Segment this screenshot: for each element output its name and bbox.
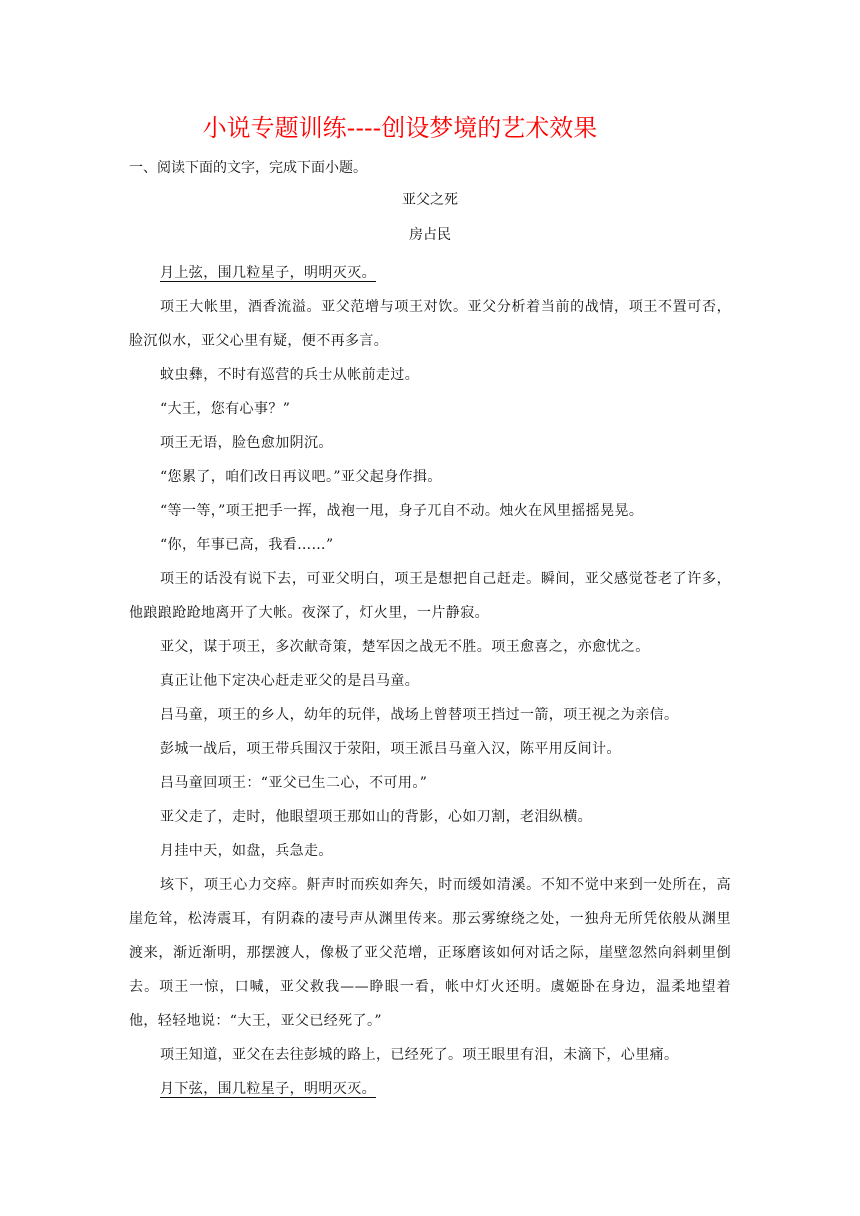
- paragraph: “等一等，”项王把手一挥，战袍一甩，身子兀自不动。烛火在风里摇摇晃晃。: [160, 503, 644, 519]
- underlined-text: 月下弦，围几粒星子，明明灭灭。: [160, 1081, 376, 1097]
- paragraph: 吕马童回项王：“亚父已生二心，不可用。”: [160, 775, 428, 791]
- paragraph: 蚊虫彝，不时有巡营的兵士从帐前走过。: [160, 367, 420, 383]
- paragraph: 亚父走了，走时，他眼望项王那如山的背影，心如刀割，老泪纵横。: [160, 809, 592, 825]
- paragraph: 彭城一战后，项王带兵围汉于荥阳，项王派吕马童入汉，陈平用反间计。: [160, 741, 621, 757]
- paragraph: “您累了，咱们改日再议吧。”亚父起身作揖。: [160, 469, 442, 485]
- paragraph: [129, 256, 731, 290]
- paragraph: 项王知道，亚父在去往彭城的路上，已经死了。项王眼里有泪，未滴下，心里痛。: [160, 1047, 679, 1063]
- paragraph: “你，年事已高，我看……”: [160, 537, 334, 553]
- paragraph: 亚父，谋于项王，多次献奇策，楚军因之战无不胜。项王愈喜之，亦愈忧之。: [160, 639, 650, 655]
- paragraph: 项王大帐里，酒香流溢。亚父范增与项王对饮。亚父分析着当前的战情，项王不置可否，脸沉似水，亚父心里有疑，便不再多言。: [129, 299, 731, 349]
- paragraph: 月挂中天，如盘，兵急走。: [160, 843, 333, 859]
- story-title: 亚父之死: [402, 192, 458, 208]
- document-title: 小说专题训练----创设梦境的艺术效果: [202, 114, 598, 142]
- paragraph: 真正让他下定决心赶走亚父的是吕马童。: [160, 673, 420, 689]
- paragraph: 吕马童，项王的乡人，幼年的玩伴，战场上曾替项王挡过一箭，项王视之为亲信。: [160, 707, 679, 723]
- paragraph: 项王的话没有说下去，可亚父明白，项王是想把自己赶走。瞬间，亚父感觉苍老了许多，他踉踉跄跄地离开了大帐。夜深了，灯火里，一片静寂。: [129, 571, 731, 621]
- paragraph: 项王无语，脸色愈加阴沉。: [160, 435, 333, 451]
- question-instruction: 一、阅读下面的文字，完成下面小题。: [129, 160, 367, 176]
- paragraph: [129, 1072, 731, 1106]
- story-author: 房占民: [409, 227, 451, 243]
- paragraph: 垓下，项王心力交瘁。鼾声时而疾如奔矢，时而缓如清溪。不知不觉中来到一处所在，高崖危耸，松涛震耳，有阴森的凄号声从渊里传来。那云雾缭绕之处，一独舟无所凭依般从渊里渡来，渐近渐明，那摆渡人，像极了亚父范增，正琢磨该如何对话之际，崖壁忽然向斜刺里倒去。项王一惊，口喊，亚父救我——睁眼一看，帐中灯火还明。虞姬卧在身边，温柔地望着他，轻轻地说：“大王，亚父已经死了。”: [129, 877, 731, 1029]
- paragraph: “大王，您有心事？”: [160, 401, 291, 417]
- underlined-text: 月上弦，围几粒星子，明明灭灭。: [160, 265, 376, 281]
